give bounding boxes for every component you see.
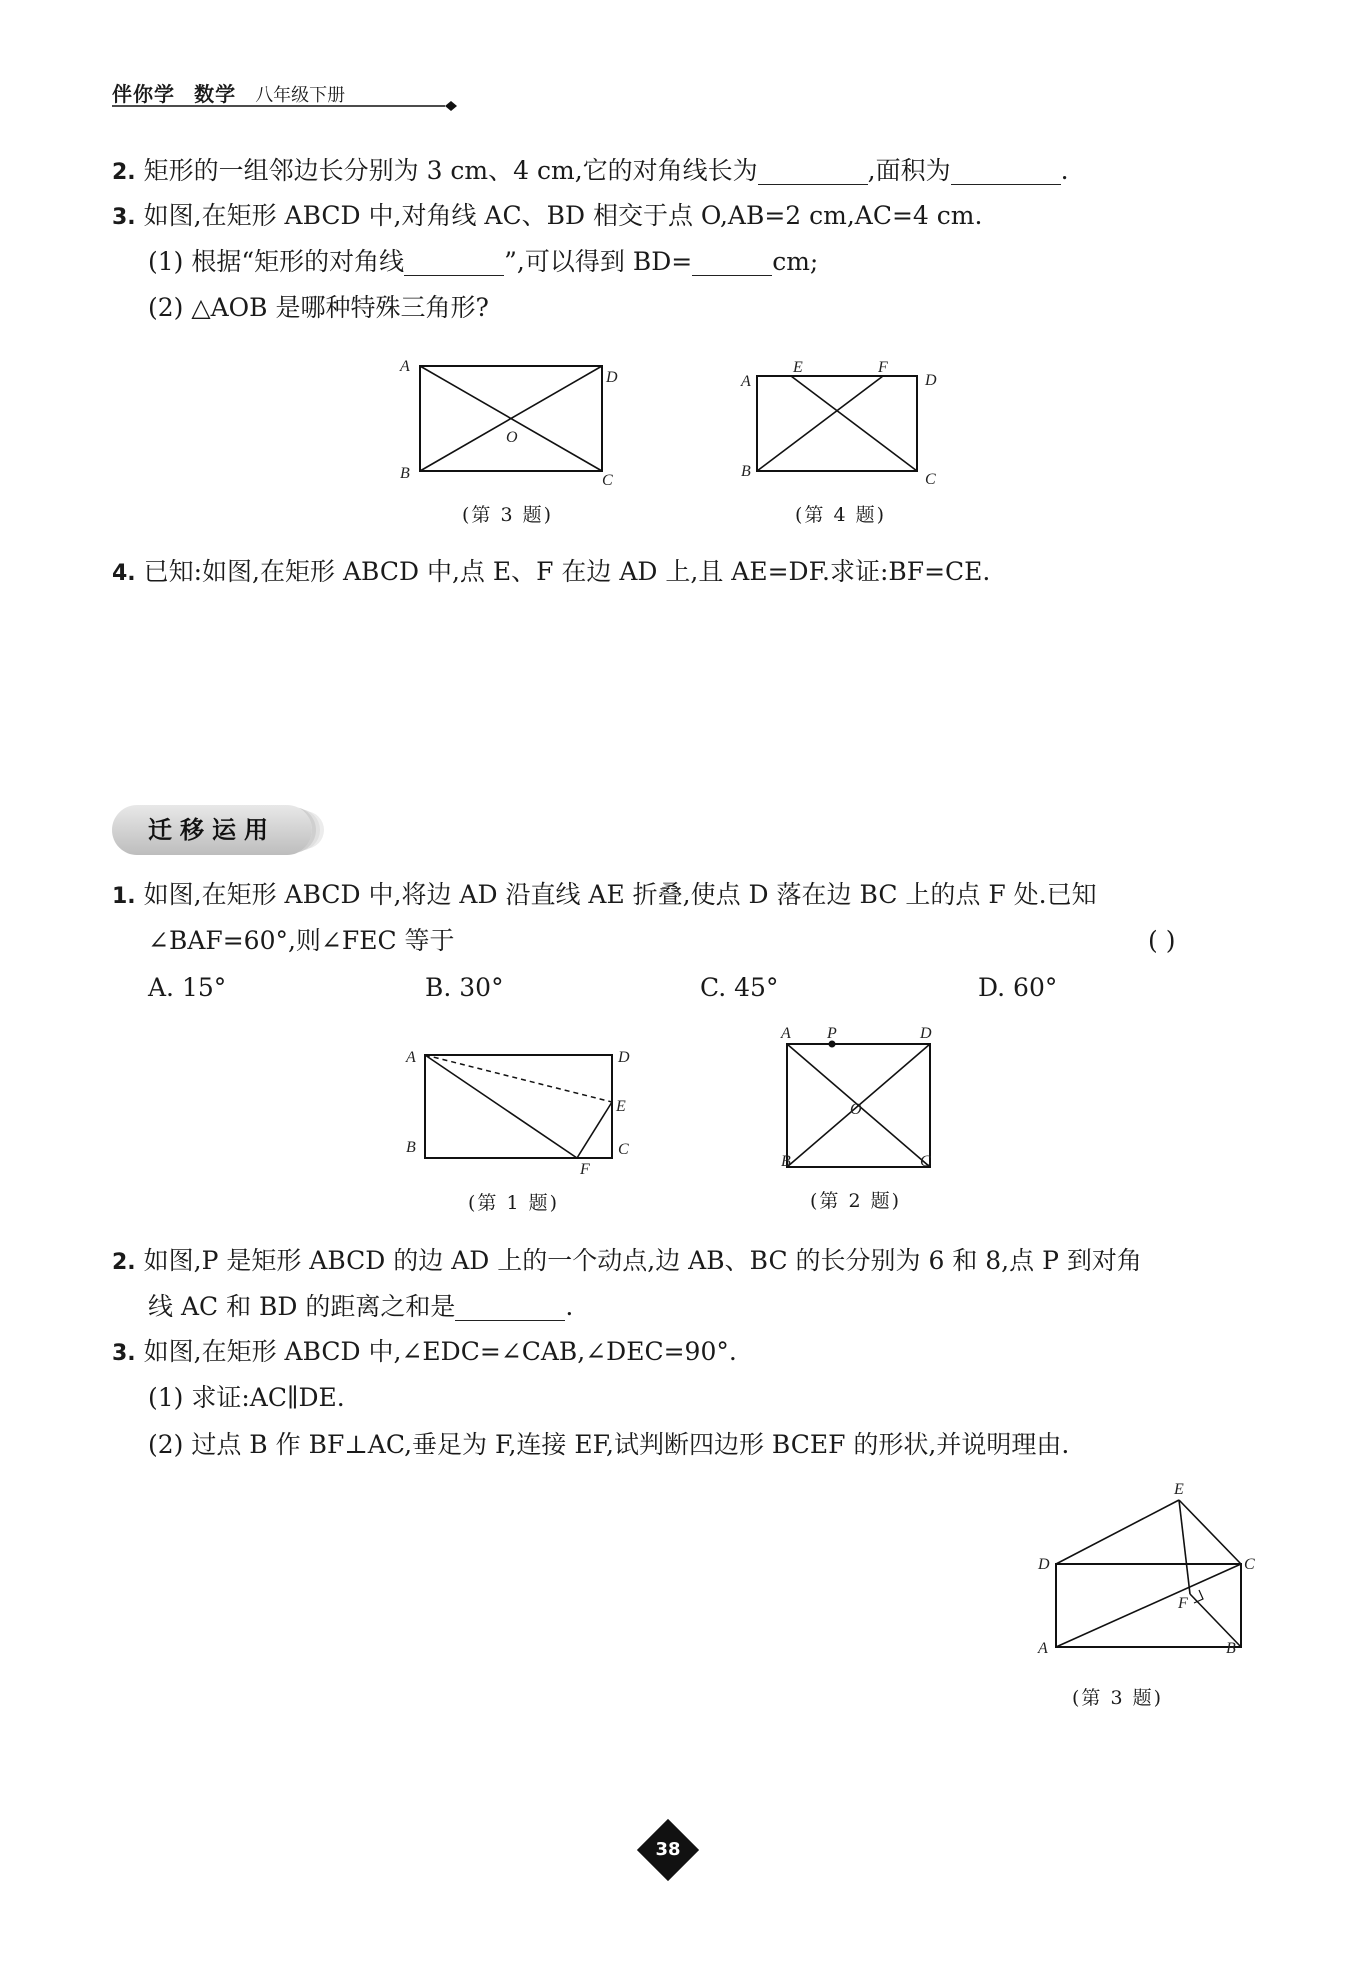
header-grade: 八年级下册 (255, 85, 346, 106)
exercise-1 (112, 878, 1097, 914)
option-d[interactable]: D. 60° (978, 973, 1058, 1002)
question-number: 2. (112, 160, 136, 185)
figure-s2-rectangle (765, 1018, 965, 1178)
question-text: . (1060, 156, 1069, 185)
page-number: 38 (655, 1839, 681, 1860)
part-text: cm; (772, 247, 819, 276)
label-b: B (1226, 1640, 1236, 1657)
figure-caption: (第 4 题) (795, 504, 886, 526)
exercise-2-line-2 (148, 1290, 573, 1324)
option-a[interactable]: A. 15° (148, 973, 227, 1002)
answer-blank[interactable] (455, 1294, 565, 1321)
figure-caption: (第 3 题) (1072, 1687, 1163, 1709)
label-d: D (925, 372, 937, 389)
fold-line-ae (425, 1055, 612, 1102)
answer-parentheses[interactable]: ( ) (1148, 926, 1176, 955)
exercise-3-part-2: (2) 过点 B 作 BF⊥AC,垂足为 F,连接 EF,试判断四边形 BCEF 的形状,并说明理由. (148, 1430, 1070, 1459)
answer-blank[interactable] (758, 158, 868, 185)
label-p: P (827, 1025, 837, 1042)
figure-s1-fold (400, 1040, 640, 1178)
rectangle-abcd (425, 1055, 612, 1158)
question-number: 3. (112, 205, 136, 230)
exercise-3-part-1: (1) 求证:AC∥DE. (148, 1383, 345, 1412)
segment-fe (577, 1102, 612, 1158)
part-text: (1) 根据“矩形的对角线 (148, 247, 405, 276)
figure-q4-rectangle (735, 352, 955, 492)
label-c: C (1244, 1556, 1255, 1573)
question-number: 4. (112, 561, 136, 586)
question-text: ∠BAF=60°,则∠FEC 等于 (148, 926, 455, 955)
question-number: 2. (112, 1250, 136, 1275)
exercise-1-line-2 (148, 924, 455, 958)
figure-caption: (第 1 题) (468, 1192, 559, 1214)
label-f: F (878, 359, 888, 376)
right-angle-mark (1194, 1590, 1203, 1603)
question-3-part-2 (148, 291, 489, 325)
segment-bf (757, 376, 883, 471)
segment-de (1056, 1500, 1179, 1564)
question-text: . (565, 1292, 574, 1321)
option-c[interactable]: C. 45° (700, 973, 779, 1002)
label-o: O (850, 1101, 862, 1118)
label-b: B (781, 1153, 791, 1170)
segment-ef (1179, 1500, 1190, 1594)
question-3 (112, 199, 982, 235)
figure-s3-rectangle (1030, 1475, 1255, 1665)
rectangle-abcd (757, 376, 917, 471)
part-text: (2) △AOB 是哪种特殊三角形? (148, 293, 489, 322)
question-text: 线 AC 和 BD 的距离之和是 (148, 1292, 456, 1321)
question-text: 如图,在矩形 ABCD 中,∠EDC=∠CAB,∠DEC=90°. (143, 1337, 737, 1366)
question-text: ,面积为 (867, 156, 951, 185)
label-c: C (602, 472, 613, 489)
question-4 (112, 555, 990, 591)
label-f: F (580, 1161, 590, 1178)
label-d: D (920, 1025, 932, 1042)
question-text: 如图,P 是矩形 ABCD 的边 AD 上的一个动点,边 AB、BC 的长分别为 6 和 8,点 P 到对角 (143, 1246, 1142, 1275)
figure-q3-rectangle (390, 352, 630, 492)
label-e: E (1174, 1481, 1184, 1498)
section-title-badge: 迁移运用 (112, 805, 312, 855)
segment-ce (791, 376, 917, 471)
segment-af (425, 1055, 577, 1158)
label-c: C (925, 471, 936, 488)
question-number: 1. (112, 884, 136, 909)
question-text: 矩形的一组邻边长分别为 3 cm、4 cm,它的对角线长为 (143, 156, 758, 185)
label-e: E (616, 1098, 626, 1115)
diagonal-ac (1056, 1564, 1241, 1647)
question-text: 如图,在矩形 ABCD 中,将边 AD 沿直线 AE 折叠,使点 D 落在边 BC 上的点 F 处.已知 (143, 880, 1097, 909)
label-c: C (618, 1141, 629, 1158)
label-d: D (606, 369, 618, 386)
label-e: E (793, 359, 803, 376)
question-text: 如图,在矩形 ABCD 中,对角线 AC、BD 相交于点 O,AB=2 cm,AC=4 cm. (143, 201, 983, 230)
answer-blank[interactable] (404, 249, 504, 276)
answer-blank[interactable] (951, 158, 1061, 185)
question-text: 已知:如图,在矩形 ABCD 中,点 E、F 在边 AD 上,且 AE=DF.求证:BF=CE. (143, 557, 991, 586)
header-subject: 数学 (194, 82, 237, 106)
label-a: A (406, 1049, 416, 1066)
label-b: B (741, 463, 751, 480)
segment-ec (1179, 1500, 1241, 1564)
label-a: A (1038, 1640, 1048, 1657)
figure-caption: (第 3 题) (462, 504, 553, 526)
label-f: F (1178, 1595, 1188, 1612)
question-number: 3. (112, 1341, 136, 1366)
label-a: A (781, 1025, 791, 1042)
label-a: A (400, 358, 410, 375)
label-d: D (1038, 1556, 1050, 1573)
header-book-title: 伴你学 (112, 82, 175, 106)
question-2 (112, 154, 1069, 190)
label-b: B (400, 465, 410, 482)
label-b: B (406, 1139, 416, 1156)
label-d: D (618, 1049, 630, 1066)
figure-caption: (第 2 题) (810, 1190, 901, 1212)
label-a: A (741, 373, 751, 390)
label-c: C (920, 1153, 931, 1170)
question-3-part-1 (148, 245, 818, 279)
label-o: O (506, 429, 518, 446)
header-rule (112, 100, 457, 112)
answer-blank[interactable] (692, 249, 772, 276)
exercise-3 (112, 1335, 737, 1371)
part-text: ”,可以得到 BD= (504, 247, 693, 276)
exercise-2 (112, 1244, 1142, 1280)
option-b[interactable]: B. 30° (425, 973, 504, 1002)
